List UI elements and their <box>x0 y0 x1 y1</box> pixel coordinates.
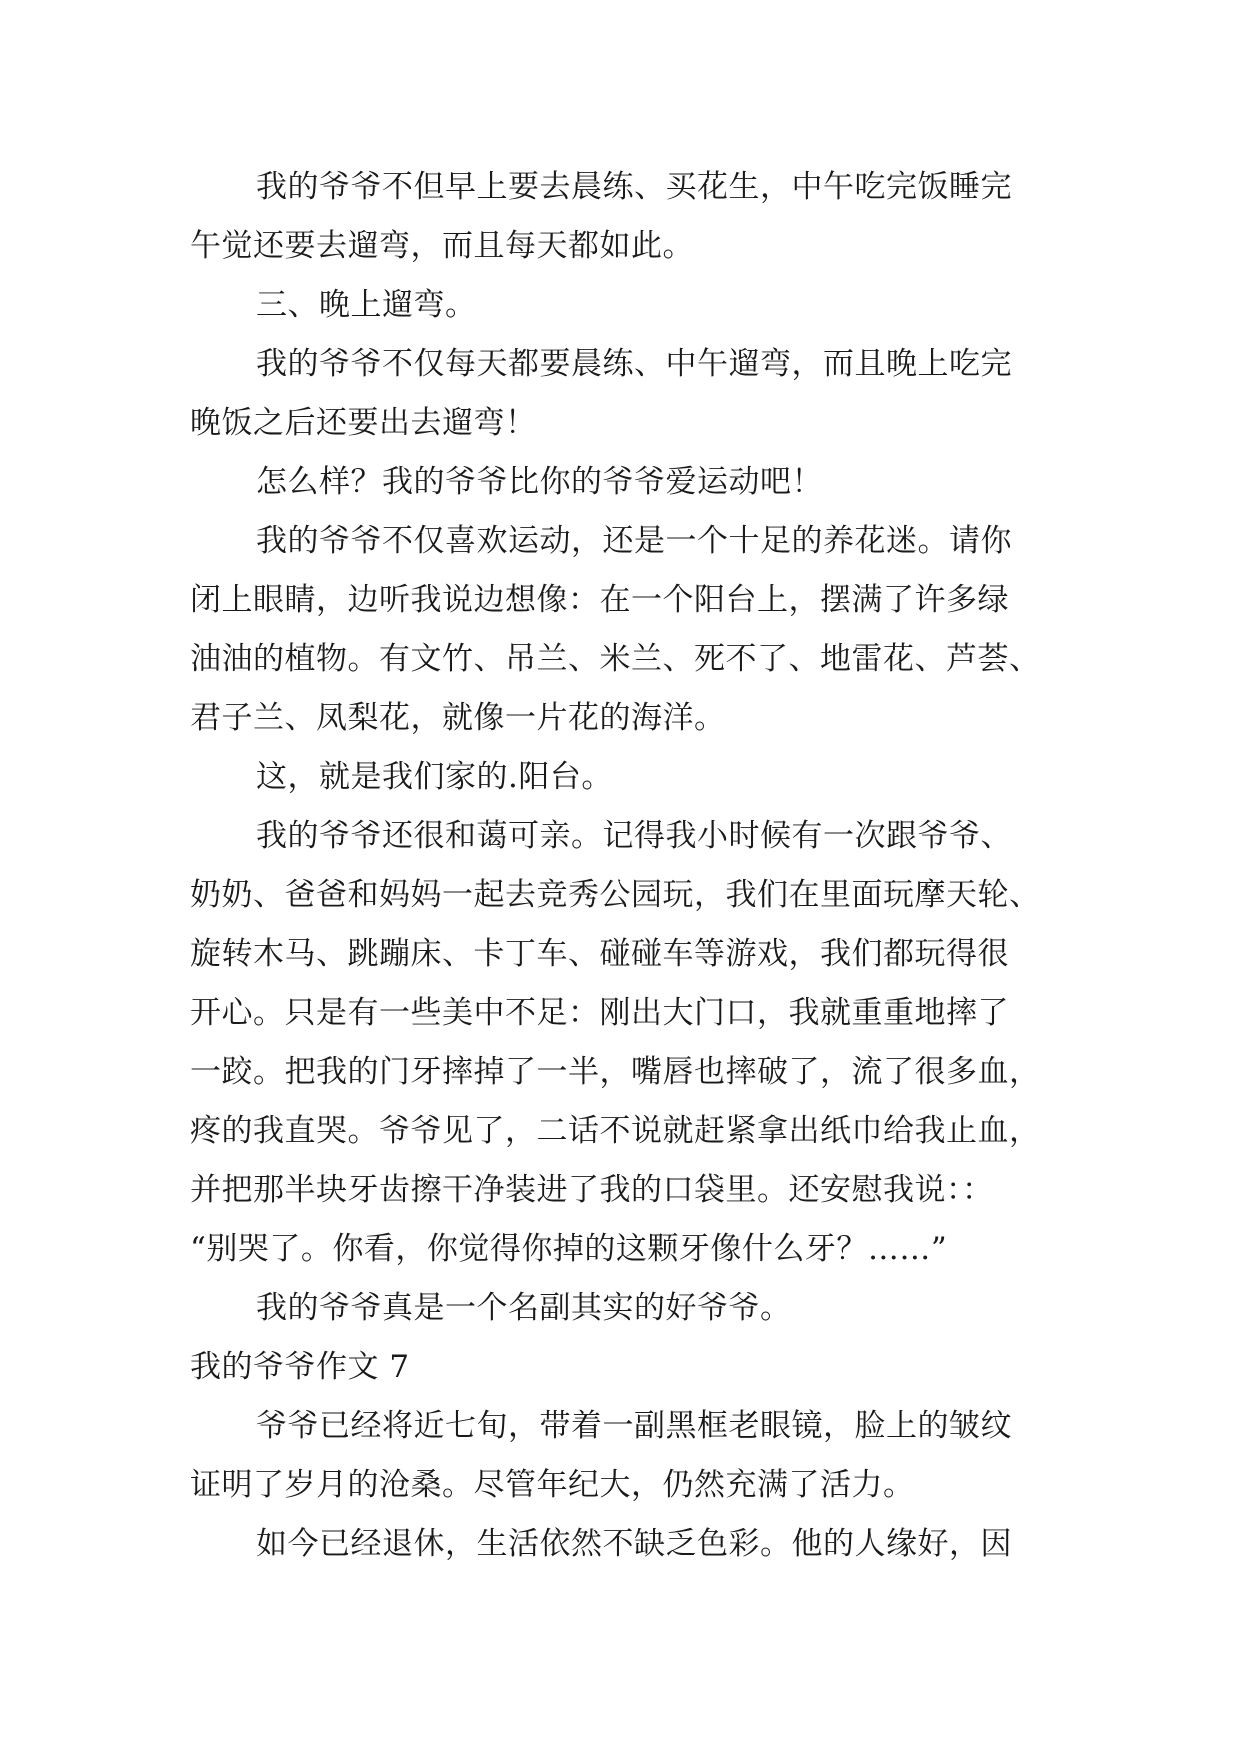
text-line: 怎么样？我的爷爷比你的爷爷爱运动吧！ <box>256 464 823 500</box>
document-body <box>190 158 1050 1574</box>
text-line: 我的爷爷不但早上要去晨练、买花生，中午吃完饭睡完 <box>256 169 1012 205</box>
text-line: “别哭了。你看，你觉得你掉的这颗牙像什么牙？……” <box>190 1231 948 1267</box>
text-line: 我的爷爷真是一个名副其实的好爷爷。 <box>256 1290 792 1326</box>
text-line: 晚饭之后还要出去遛弯！ <box>190 405 537 441</box>
text-line: 奶奶、爸爸和妈妈一起去竞秀公园玩，我们在里面玩摩天轮、 <box>190 877 1041 913</box>
text-line: 我的爷爷不仅每天都要晨练、中午遛弯，而且晚上吃完 <box>256 346 1012 382</box>
text-line: 开心。只是有一些美中不足：刚出大门口，我就重重地摔了 <box>190 995 1009 1031</box>
text-line: 这，就是我们家的.阳台。 <box>256 759 613 795</box>
text-line: 闭上眼睛，边听我说边想像：在一个阳台上，摆满了许多绿 <box>190 582 1009 618</box>
text-line: 证明了岁月的沧桑。尽管年纪大，仍然充满了活力。 <box>190 1467 915 1503</box>
text-line: 爷爷已经将近七旬，带着一副黑框老眼镜，脸上的皱纹 <box>256 1408 1012 1444</box>
text-line: 我的爷爷不仅喜欢运动，还是一个十足的养花迷。请你 <box>256 523 1012 559</box>
text-line: 旋转木马、跳蹦床、卡丁车、碰碰车等游戏，我们都玩得很 <box>190 936 1009 972</box>
text-line: 午觉还要去遛弯，而且每天都如此。 <box>190 228 694 264</box>
text-line: 油油的植物。有文竹、吊兰、米兰、死不了、地雷花、芦荟、 <box>190 641 1041 677</box>
text-line: 我的爷爷还很和蔼可亲。记得我小时候有一次跟爷爷、 <box>256 818 1012 854</box>
text-line: 一跤。把我的门牙摔掉了一半，嘴唇也摔破了，流了很多血， <box>190 1054 1041 1090</box>
essay-title: 我的爷爷作文 7 <box>190 1349 410 1385</box>
section-heading: 三、晚上遛弯。 <box>256 287 477 323</box>
text-line: 如今已经退休，生活依然不缺乏色彩。他的人缘好，因 <box>256 1526 1012 1562</box>
text-line: 君子兰、凤梨花，就像一片花的海洋。 <box>190 700 726 736</box>
text-line: 并把那半块牙齿擦干净装进了我的口袋里。还安慰我说：： <box>190 1172 994 1208</box>
text-line: 疼的我直哭。爷爷见了，二话不说就赶紧拿出纸巾给我止血， <box>190 1113 1041 1149</box>
